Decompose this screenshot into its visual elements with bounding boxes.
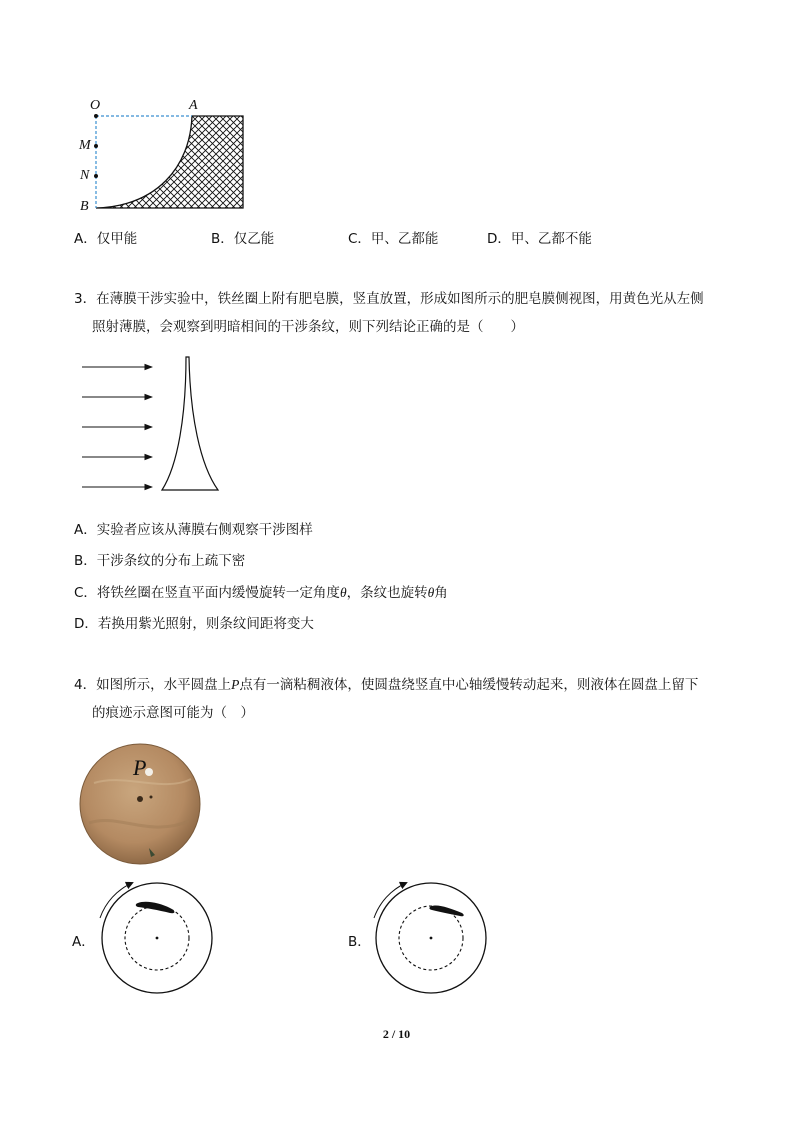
q2-option-d: D．甲、乙都不能 bbox=[487, 231, 592, 247]
figure-curved-region bbox=[76, 98, 256, 218]
q3-option-c-mid: ，条纹也旋转 bbox=[346, 585, 428, 601]
q4-line-2: 的痕迹示意图可能为（ ） bbox=[92, 705, 254, 721]
point-P-text: P bbox=[231, 677, 240, 692]
q2-option-a: A．仅甲能 bbox=[74, 231, 138, 247]
q3-option-c bbox=[74, 581, 448, 601]
q3-line-1: 3．在薄膜干涉实验中，铁丝圈上附有肥皂膜，竖直放置，形成如图所示的肥皂膜侧视图，用黄色光从左侧 bbox=[74, 291, 704, 307]
q3-option-c-post: 角 bbox=[434, 585, 448, 601]
hatched-region bbox=[96, 116, 243, 208]
theta-symbol: θ bbox=[339, 585, 347, 600]
liquid-trace bbox=[429, 905, 463, 916]
q2-option-c: C．甲、乙都能 bbox=[348, 231, 439, 247]
q3-option-c-pre: C．将铁丝圈在竖直平面内缓慢旋转一定角度 bbox=[74, 585, 340, 601]
q3-option-a: A．实验者应该从薄膜右侧观察干涉图样 bbox=[74, 522, 313, 538]
label-B: B bbox=[80, 199, 89, 214]
disk-center bbox=[156, 937, 159, 940]
q2-option-b: B．仅乙能 bbox=[211, 231, 275, 247]
point-N bbox=[94, 174, 98, 178]
figure-soap-film bbox=[78, 355, 248, 495]
q4-line-1-post: 点有一滴粘稠液体，使圆盘绕竖直中心轴缓慢转动起来，则液体在圆盘上留下 bbox=[239, 677, 699, 693]
label-N: N bbox=[80, 168, 90, 183]
label-A: A bbox=[189, 98, 198, 113]
q4-option-a: A． bbox=[72, 934, 95, 950]
photo-label-P: P bbox=[133, 755, 147, 780]
q3-stem bbox=[74, 285, 704, 341]
soap-film-wedge bbox=[162, 357, 218, 490]
q4-line-1 bbox=[74, 671, 698, 699]
label-M: M bbox=[79, 138, 91, 153]
q3-line-2: 照射薄膜，会观察到明暗相间的干涉条纹，则下列结论正确的是（ ） bbox=[92, 319, 524, 335]
q2-options bbox=[74, 227, 714, 247]
liquid-trace bbox=[136, 902, 175, 913]
q4-option-b-diagram bbox=[366, 878, 492, 1004]
q4-line-1-pre: 4．如图所示，水平圆盘上 bbox=[74, 677, 232, 693]
q3-option-b: B．干涉条纹的分布上疏下密 bbox=[74, 553, 246, 569]
disk-center bbox=[430, 937, 433, 940]
q4-stem bbox=[74, 671, 698, 727]
point-O bbox=[94, 114, 98, 118]
q4-option-a-diagram bbox=[92, 878, 218, 1004]
q3-option-d: D．若换用紫光照射，则条纹间距将变大 bbox=[74, 616, 314, 632]
q4-option-b: B． bbox=[348, 934, 371, 950]
point-M bbox=[94, 144, 98, 148]
center-axis bbox=[137, 796, 143, 802]
page-number: 2 / 10 bbox=[382, 1027, 411, 1041]
theta-symbol-2: θ bbox=[427, 585, 435, 600]
label-O: O bbox=[90, 98, 101, 113]
